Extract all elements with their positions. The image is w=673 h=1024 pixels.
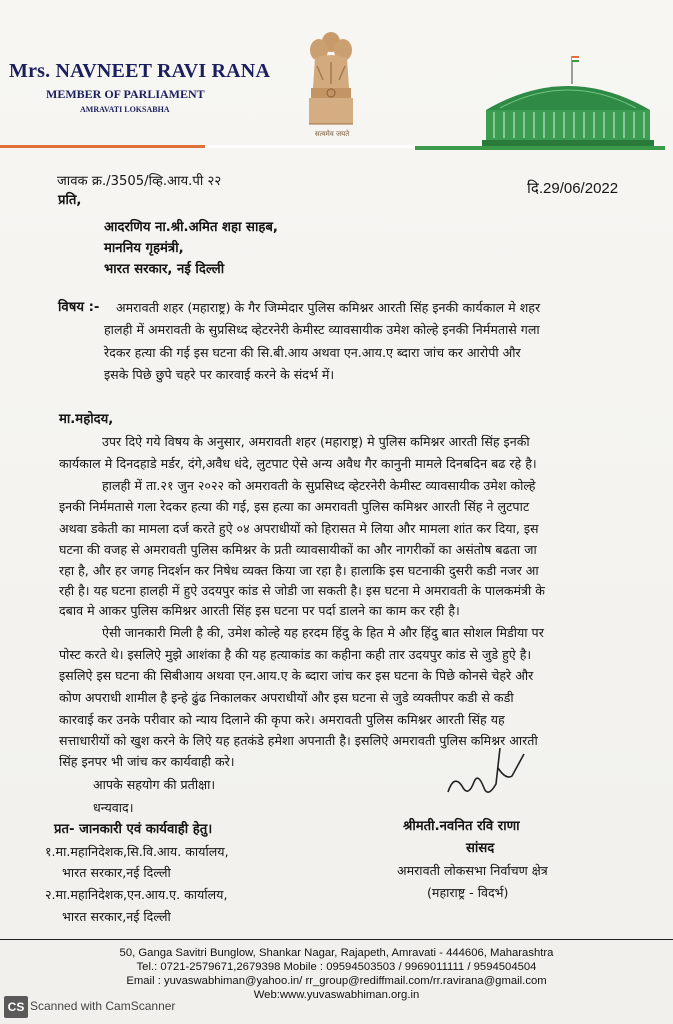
subject-line: हालही में अमरावती के सुप्रसिध्द व्हेटरनेरी केमीस्ट व्यावसायीक उमेश कोल्हे इनकी निर्ममतासे गला xyxy=(104,322,540,337)
body-line: इनकी निर्ममतासे गला रेदकर हत्या की गई, इस हत्या का अमरावती पुलिस कमिश्नर आरती सिंह ने लुटपाट xyxy=(59,499,530,514)
subject-line: रेदकर हत्या की गई इस घटना की सि.बी.आय अथवा एन.आय.ए ब्दारा जांच कर आरोपी और xyxy=(104,345,521,360)
ashoka-emblem-icon xyxy=(303,28,359,146)
body-line: इसलिऐ इस घटना की सिबीआय अथवा एन.आय.ए के ब्दारा जांच कर इस घटना के पिछे कोनसे चेहरे और xyxy=(59,668,534,683)
copy-to-line: भारत सरकार,नई दिल्ली xyxy=(62,909,171,924)
mp-constituency: AMRAVATI LOKSABHA xyxy=(80,105,170,114)
recipient-line: माननिय गृहमंत्री, xyxy=(104,241,184,256)
body-line: पोस्ट करते थे। इसलिऐ मुझे आशंका है की यह हत्याकांड का कहीना कही तार उदयपुर कांड से जुडे हुऐ है। xyxy=(59,647,532,662)
body-line: रहा है, और हर जगह निदर्शन कर निषेध व्यक्त किया जा रहा है। हालाकि इस घटनाकी दुसरी कडी नजर आ xyxy=(59,563,539,578)
camscanner-logo-icon: CS xyxy=(4,996,28,1018)
body-line: कारवाई कर उनके परीवार को न्याय दिलाने की कृपा करे। अमरावती पुलिस कमिश्नर आरती सिंह यह xyxy=(59,712,505,727)
parliament-building-icon xyxy=(480,50,655,150)
body-line: हालही में ता.२१ जुन २०२२ को अमरावती के सुप्रसिध्द व्हेटरनेरी केमीस्ट व्यावसायीक उमेश कोल्हे xyxy=(102,478,536,493)
camscanner-watermark: Scanned with CamScanner xyxy=(30,999,176,1013)
handwritten-signature xyxy=(440,740,530,810)
signatory-constituency: अमरावती लोकसभा निर्वाचण क्षेत्र xyxy=(397,863,548,878)
copy-to-label: प्रत- जानकारी एवं कार्यवाही हेतु। xyxy=(54,822,213,837)
body-line: ऐसी जानकारी मिली है की, उमेश कोल्हे यह हरदम हिंदु के हित मे और हिंदु बात सोशल मिडीया पर xyxy=(102,625,544,640)
body-line: दबाव मे आकर पुलिस कमिश्नर आरती सिंह इस घटना पर पर्दा डालने का काम कर रही है। xyxy=(59,603,460,618)
body-line: अथवा डकेती का मामला दर्ज करते हुऐ ०४ अपराधीयों को हिरासत मे लिया और मामला शांत कर दिया, इस xyxy=(59,521,539,536)
salutation: मा.महोदय, xyxy=(59,412,114,427)
body-line: रही है। यह घटना हालही में हुऐ उदयपुर कांड से जोडी जा सकती है। इस घटना मे अमरावती के पालकमंत्री के xyxy=(59,583,545,598)
closing-thanks: धन्यवाद। xyxy=(93,800,134,815)
subject-line: इसके पिछे छुपे चहरे पर कारवाई करने के संदर्भ में। xyxy=(104,367,335,382)
letter-date: दि.29/06/2022 xyxy=(527,180,619,197)
signatory-title: सांसद xyxy=(466,841,495,856)
recipient-prefix: प्रति, xyxy=(58,193,82,208)
body-line: घटना की वजह से अमरावती पुलिस कमिश्नर के प्रती व्यावसायीकों का और नागरीकों का असंतोष बढता जा xyxy=(59,542,537,557)
footer-web: Web:www.yuvaswabhiman.org.in xyxy=(253,989,420,1001)
recipient-line: भारत सरकार, नई दिल्ली xyxy=(104,262,225,277)
footer-phone: Tel.: 0721-2579671,2679398 Mobile : 09594503503 / 9969011111 / 9594504504 xyxy=(136,961,537,973)
reference-number: जावक क्र./3505/व्हि.आय.पी २२ xyxy=(57,174,222,189)
footer-email: Email : yuvaswabhiman@yahoo.in/ rr_group@rediffmail.com/rr.ravirana@gmail.com xyxy=(126,975,547,987)
signatory-state: (महाराष्ट्र - विदर्भ) xyxy=(427,885,509,900)
emblem-motto: सत्यमेव जयते xyxy=(314,130,350,138)
copy-to-line: भारत सरकार,नई दिल्ली xyxy=(62,865,171,880)
tricolor-divider xyxy=(0,145,665,151)
copy-to-line: १.मा.महानिदेशक,सि.वि.आय. कार्यालय, xyxy=(45,844,229,859)
copy-to-line: २.मा.महानिदेशक,एन.आय.ए. कार्यालय, xyxy=(45,887,228,902)
body-line: उपर दिऐ गये विषय के अनुसार, अमरावती शहर (महाराष्ट्र) मे पुलिस कमिश्नर आरती सिंह इनकी xyxy=(102,434,530,449)
body-line: सत्ताधारीयों को खुश करने के लिऐ यह हतकंडे हमेशा अपनाती है। इसलिऐ अमरावती पुलिस कमिश्नर आरती xyxy=(59,733,538,748)
mp-designation: MEMBER OF PARLIAMENT xyxy=(46,87,205,101)
body-line: कोण अपराधी शामील है इन्हे ढुंढ निकालकर अपराधीयों और इस घटना से जुडे व्यक्तीपर कडी से कडी xyxy=(59,690,514,705)
body-line: कार्यकाल मे दिनदहाडे मर्डर, दंगे,अवैध धंदे, लुटपाट ऐसे अन्य अवैध गैर कानुनी मामले दिनबदिन बढ रहे है। xyxy=(59,456,537,471)
recipient-line: आदरणिय ना.श्री.अमित शहा साहब, xyxy=(104,220,278,235)
mp-name: Mrs. NAVNEET RAVI RANA xyxy=(9,60,271,82)
closing-line: आपके सहयोग की प्रतीक्षा। xyxy=(93,777,216,792)
footer-divider xyxy=(0,939,673,940)
footer-address: 50, Ganga Savitri Bunglow, Shankar Nagar, Rajapeth, Amravati - 444606, Maharashtra xyxy=(119,947,554,959)
subject-line: अमरावती शहर (महाराष्ट्र) के गैर जिम्मेदार पुलिस कमिश्नर आरती सिंह इनकी कार्यकाल मे शहर xyxy=(116,300,541,315)
signatory-name: श्रीमती.नवनित रवि राणा xyxy=(403,819,520,834)
body-line: सिंह इनपर भी जांच कर कार्यवाही करे। xyxy=(59,754,235,769)
subject-label: विषय :- xyxy=(58,300,100,315)
